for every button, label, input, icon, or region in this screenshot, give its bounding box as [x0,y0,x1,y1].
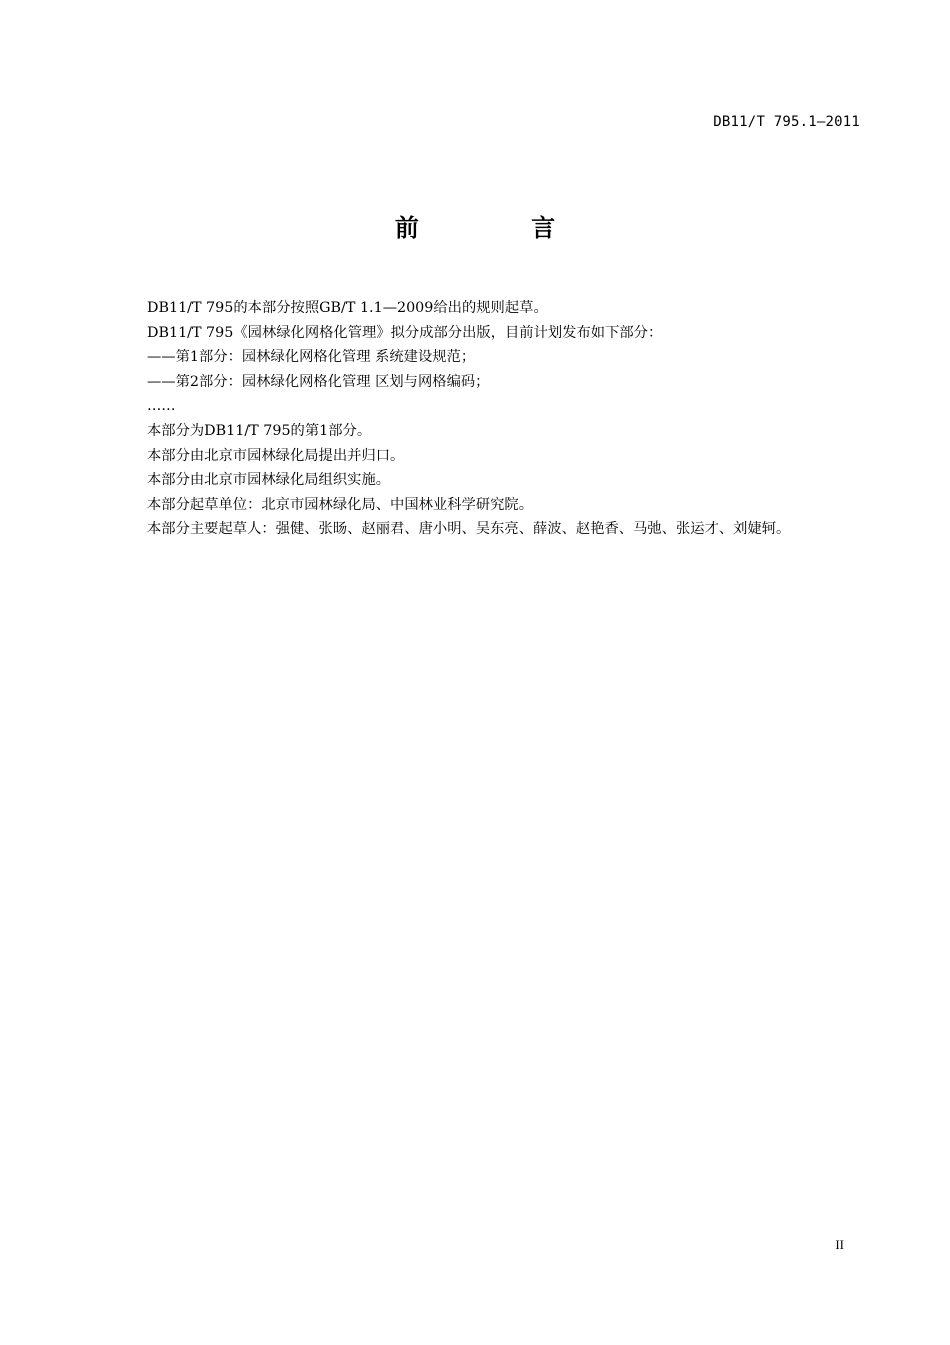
paragraph-drafters: 本部分主要起草人：强健、张旸、赵丽君、唐小明、吴东亮、薛波、赵艳香、马弛、张运才、刘婕轲。 [147,521,791,538]
standard-code: DB11/T 795.1—2011 [713,114,860,130]
paragraph-drafting-units: 本部分起草单位：北京市园林绿化局、中国林业科学研究院。 [147,496,534,513]
paragraph-series-plan: DB11/T 795《园林绿化网格化管理》拟分成部分出版，目前计划发布如下部分： [147,324,663,341]
foreword-body [113,296,860,542]
paragraph-part-2: ——第2部分：园林绿化网格化管理 区划与网格编码； [147,373,490,390]
paragraph-this-part: 本部分为DB11/T 795的第1部分。 [147,422,372,439]
paragraph-ellipsis: …… [147,398,176,415]
page-title: 前 言 [394,214,608,242]
paragraph-part-1: ——第1部分：园林绿化网格化管理 系统建设规范； [147,349,476,366]
paragraph-implementer: 本部分由北京市园林绿化局组织实施。 [147,472,391,489]
page-number: II [835,1237,844,1252]
paragraph-proposer: 本部分由北京市园林绿化局提出并归口。 [147,447,405,464]
paragraph-drafting-rules: DB11/T 795的本部分按照GB/T 1.1—2009给出的规则起草。 [147,300,548,316]
